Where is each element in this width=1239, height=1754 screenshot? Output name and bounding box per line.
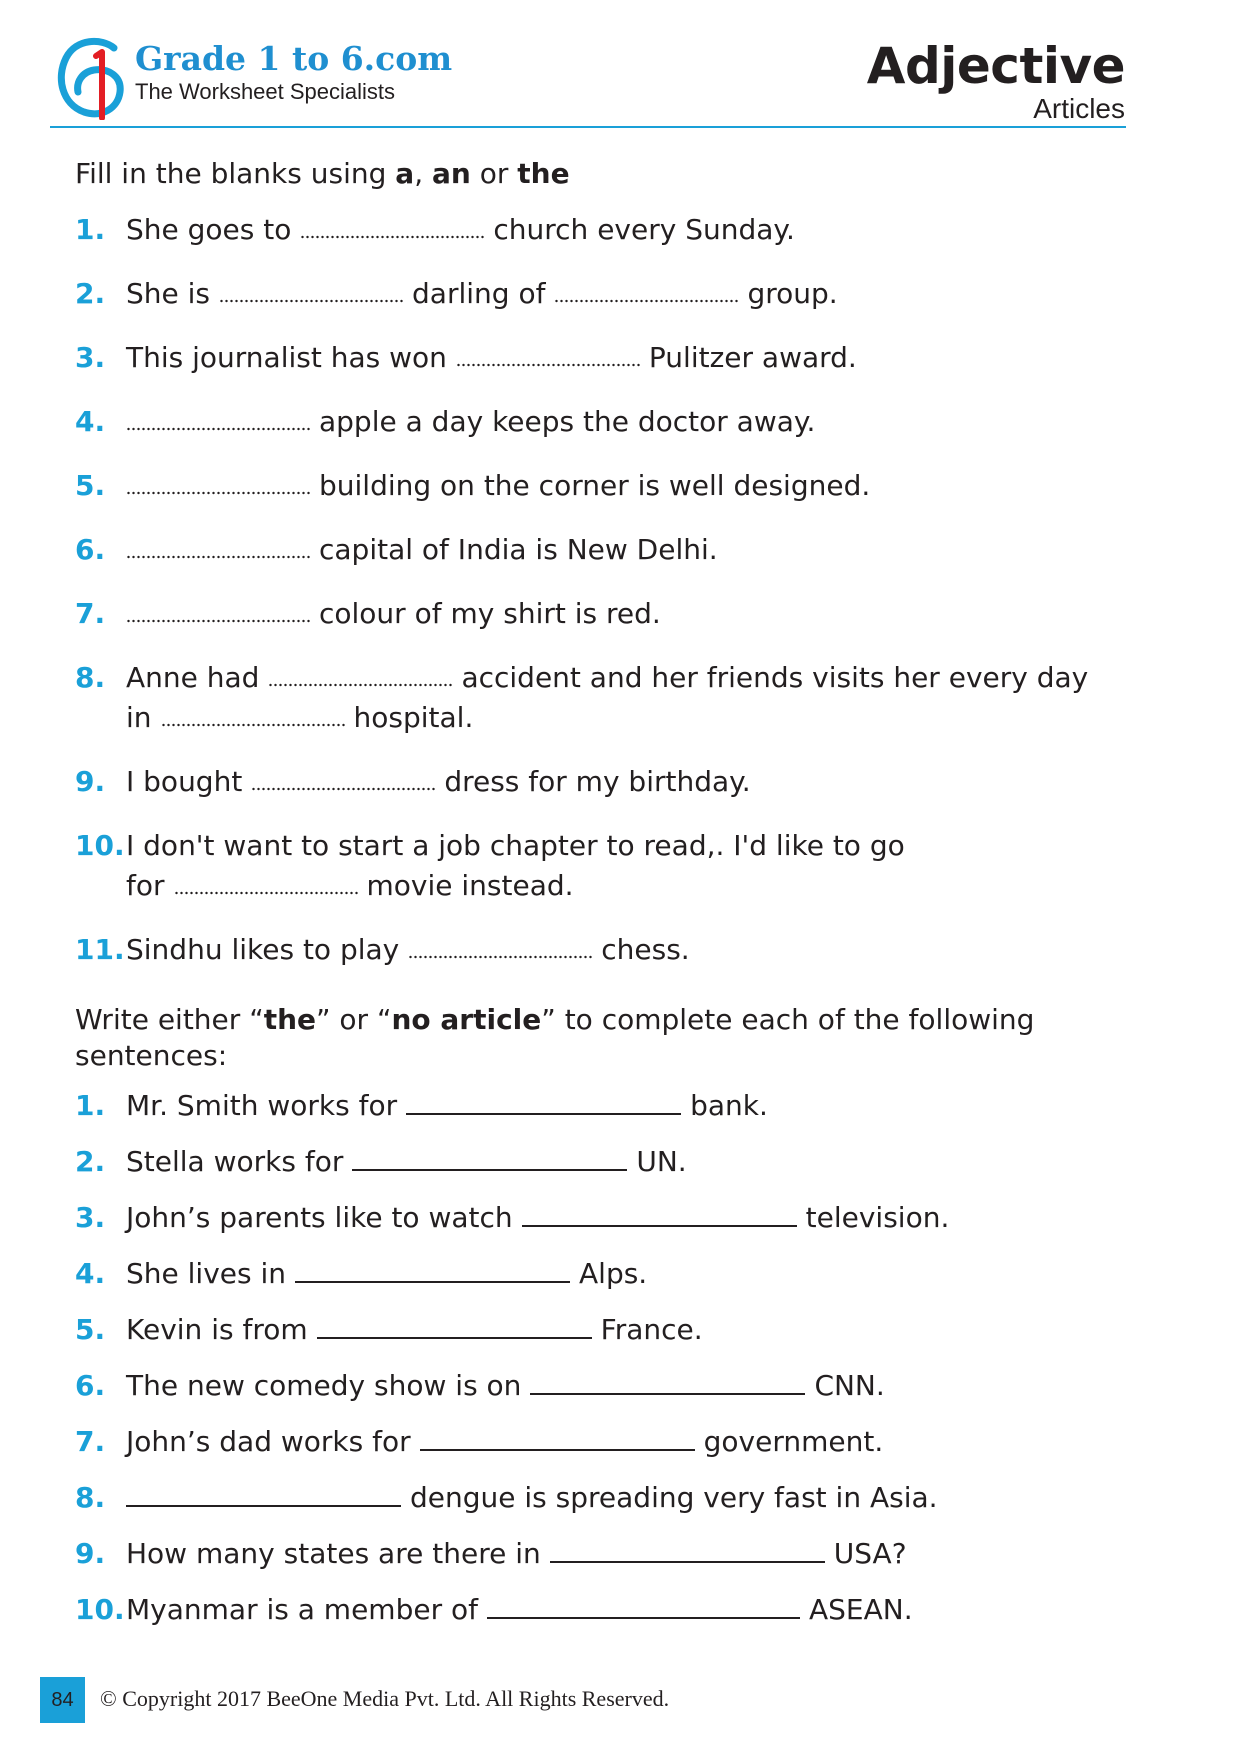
- question-number: 6.: [75, 533, 106, 566]
- question-item: [75, 826, 1135, 906]
- answer-line[interactable]: [550, 1535, 825, 1563]
- question-text-part: Sindhu likes to play: [126, 933, 400, 966]
- question-text-part: She lives in: [126, 1257, 287, 1290]
- question-item: [75, 1086, 1135, 1126]
- question-text-part: apple a day keeps the doctor away.: [319, 405, 816, 438]
- question-text: [126, 658, 1135, 738]
- question-text-part: How many states are there in: [126, 1537, 541, 1570]
- question-text-part: This journalist has won: [126, 341, 447, 374]
- question-text-part: Pulitzer award.: [648, 341, 857, 374]
- exercise-2-instruction: [75, 1002, 1135, 1074]
- answer-blank[interactable]: [126, 531, 310, 559]
- question-item: [75, 1366, 1135, 1406]
- question-item: [75, 1534, 1135, 1574]
- question-text-part: movie instead.: [366, 869, 574, 902]
- answer-line[interactable]: [406, 1087, 681, 1115]
- question-text: [126, 1478, 1135, 1518]
- question-text: [126, 338, 1135, 378]
- answer-blank[interactable]: [219, 275, 403, 303]
- question-number: 10.: [75, 829, 125, 862]
- question-item: [75, 338, 1135, 378]
- question-number: 1.: [75, 1089, 106, 1122]
- answer-blank[interactable]: [126, 467, 310, 495]
- question-text-part: Mr. Smith works for: [126, 1089, 398, 1122]
- question-text: [126, 530, 1135, 570]
- exercise-1-questions: [75, 210, 1135, 970]
- instruction-text: Write either “: [75, 1003, 264, 1036]
- question-text-part: France.: [600, 1313, 703, 1346]
- instruction-keyword: no article: [391, 1003, 542, 1036]
- question-number: 4.: [75, 1257, 106, 1290]
- question-text-part: accident and her friends visits her every day: [461, 661, 1089, 694]
- question-item: [75, 594, 1135, 634]
- brand-logo: [56, 36, 136, 120]
- question-text: [126, 826, 1135, 906]
- question-text: [126, 762, 1135, 802]
- question-number: 2.: [75, 277, 106, 310]
- question-number: 11.: [75, 933, 125, 966]
- question-number: 9.: [75, 765, 106, 798]
- header-divider: [50, 126, 1126, 128]
- question-text-part: She is: [126, 277, 211, 310]
- instruction-text: Fill in the blanks using: [75, 157, 396, 190]
- question-number: 7.: [75, 1425, 106, 1458]
- question-text-part: dress for my birthday.: [444, 765, 751, 798]
- worksheet-title: Adjective: [866, 37, 1125, 95]
- question-text-part: Anne had: [126, 661, 260, 694]
- worksheet-content: [75, 156, 1135, 1646]
- question-number: 6.: [75, 1369, 106, 1402]
- question-text-part: capital of India is New Delhi.: [319, 533, 718, 566]
- question-text: [126, 1366, 1135, 1406]
- question-text: [126, 1086, 1135, 1126]
- question-item: [75, 1142, 1135, 1182]
- brand: [135, 40, 452, 105]
- question-text: [126, 594, 1135, 634]
- answer-line[interactable]: [317, 1311, 592, 1339]
- question-item: [75, 1422, 1135, 1462]
- question-item: [75, 1254, 1135, 1294]
- question-text: [126, 930, 1135, 970]
- instruction-text: ,: [414, 157, 432, 190]
- answer-line[interactable]: [530, 1367, 805, 1395]
- question-item: [75, 402, 1135, 442]
- question-number: 4.: [75, 405, 106, 438]
- question-number: 3.: [75, 341, 106, 374]
- question-text: [126, 1422, 1135, 1462]
- question-text: [126, 1142, 1135, 1182]
- brand-tagline: The Worksheet Specialists: [135, 79, 396, 104]
- answer-blank[interactable]: [161, 699, 345, 727]
- question-text-part: John’s dad works for: [126, 1425, 411, 1458]
- answer-line[interactable]: [295, 1255, 570, 1283]
- question-text-part: dengue is spreading very fast in Asia.: [410, 1481, 938, 1514]
- question-text-part: darling of: [412, 277, 546, 310]
- answer-line[interactable]: [522, 1199, 797, 1227]
- question-text: [126, 274, 1135, 314]
- question-item: [75, 1590, 1135, 1630]
- question-item: [75, 1478, 1135, 1518]
- question-number: 3.: [75, 1201, 106, 1234]
- question-text-part: colour of my shirt is red.: [319, 597, 661, 630]
- answer-blank[interactable]: [268, 659, 452, 687]
- question-number: 9.: [75, 1537, 106, 1570]
- instruction-keyword: the: [263, 1003, 317, 1036]
- question-text-part: Stella works for: [126, 1145, 344, 1178]
- question-item: [75, 658, 1135, 738]
- question-item: [75, 762, 1135, 802]
- exercise-1: [75, 156, 1135, 970]
- copyright-notice: © Copyright 2017 BeeOne Media Pvt. Ltd. All Rights Reserved.: [100, 1686, 670, 1711]
- question-item: [75, 274, 1135, 314]
- exercise-2-questions: [75, 1086, 1135, 1630]
- question-text-part: John’s parents like to watch: [126, 1201, 513, 1234]
- answer-blank[interactable]: [554, 275, 738, 303]
- question-item: [75, 530, 1135, 570]
- question-text-part: group.: [747, 277, 838, 310]
- question-number: 10.: [75, 1593, 125, 1626]
- answer-blank[interactable]: [456, 339, 640, 367]
- answer-line[interactable]: [420, 1423, 695, 1451]
- instruction-keyword: a: [395, 157, 415, 190]
- exercise-1-instruction: [75, 156, 1135, 192]
- question-text-part: CNN.: [814, 1369, 885, 1402]
- answer-line[interactable]: [126, 1479, 401, 1507]
- question-text-part: church every Sunday.: [493, 213, 795, 246]
- answer-blank[interactable]: [126, 595, 310, 623]
- question-text-part: I don't want to start a job chapter to read,. I'd like to go: [126, 829, 905, 862]
- answer-line[interactable]: [487, 1591, 800, 1619]
- instruction-text: ” to complete each of the following sentences:: [75, 1003, 1035, 1072]
- exercise-2: [75, 1002, 1135, 1630]
- brand-name: Grade 1 to 6.com: [135, 39, 453, 78]
- instruction-text: or: [470, 157, 518, 190]
- answer-blank[interactable]: [300, 211, 484, 239]
- worksheet-title-block: [867, 36, 1125, 124]
- question-number: 2.: [75, 1145, 106, 1178]
- instruction-text: ” or “: [316, 1003, 392, 1036]
- question-item: [75, 210, 1135, 250]
- question-text: [126, 402, 1135, 442]
- question-text: [126, 210, 1135, 250]
- question-text-part: USA?: [833, 1537, 907, 1570]
- answer-blank[interactable]: [408, 931, 592, 959]
- question-item: [75, 1198, 1135, 1238]
- question-text-part: I bought: [126, 765, 243, 798]
- answer-blank[interactable]: [174, 867, 358, 895]
- question-item: [75, 1310, 1135, 1350]
- question-text-part: television.: [805, 1201, 950, 1234]
- question-text-part: building on the corner is well designed.: [319, 469, 871, 502]
- question-text-part: chess.: [601, 933, 690, 966]
- question-text-part: Myanmar is a member of: [126, 1593, 478, 1626]
- question-number: 8.: [75, 1481, 106, 1514]
- question-text-part: Kevin is from: [126, 1313, 308, 1346]
- question-text: [126, 1254, 1135, 1294]
- instruction-keyword: an: [432, 157, 471, 190]
- question-text-part: Alps.: [579, 1257, 648, 1290]
- question-text-part: bank.: [690, 1089, 768, 1122]
- question-number: 7.: [75, 597, 106, 630]
- question-text-part: in: [126, 701, 152, 734]
- question-text-part: government.: [703, 1425, 884, 1458]
- question-number: 5.: [75, 1313, 106, 1346]
- question-text-part: UN.: [636, 1145, 687, 1178]
- question-item: [75, 930, 1135, 970]
- answer-blank[interactable]: [126, 403, 310, 431]
- question-text-part: hospital.: [353, 701, 474, 734]
- question-number: 5.: [75, 469, 106, 502]
- question-text: [126, 466, 1135, 506]
- question-number: 8.: [75, 661, 106, 694]
- question-text-part: for: [126, 869, 165, 902]
- question-text-part: The new comedy show is on: [126, 1369, 522, 1402]
- instruction-keyword: the: [517, 157, 570, 190]
- question-text: [126, 1590, 1135, 1630]
- question-text: [126, 1534, 1135, 1574]
- question-text-part: She goes to: [126, 213, 292, 246]
- question-text: [126, 1310, 1135, 1350]
- question-text: [126, 1198, 1135, 1238]
- answer-line[interactable]: [352, 1143, 627, 1171]
- answer-blank[interactable]: [251, 763, 435, 791]
- question-item: [75, 466, 1135, 506]
- question-text-part: ASEAN.: [808, 1593, 913, 1626]
- question-number: 1.: [75, 213, 106, 246]
- worksheet-subtitle: Articles: [1033, 93, 1125, 124]
- page-number: 84: [40, 1677, 85, 1723]
